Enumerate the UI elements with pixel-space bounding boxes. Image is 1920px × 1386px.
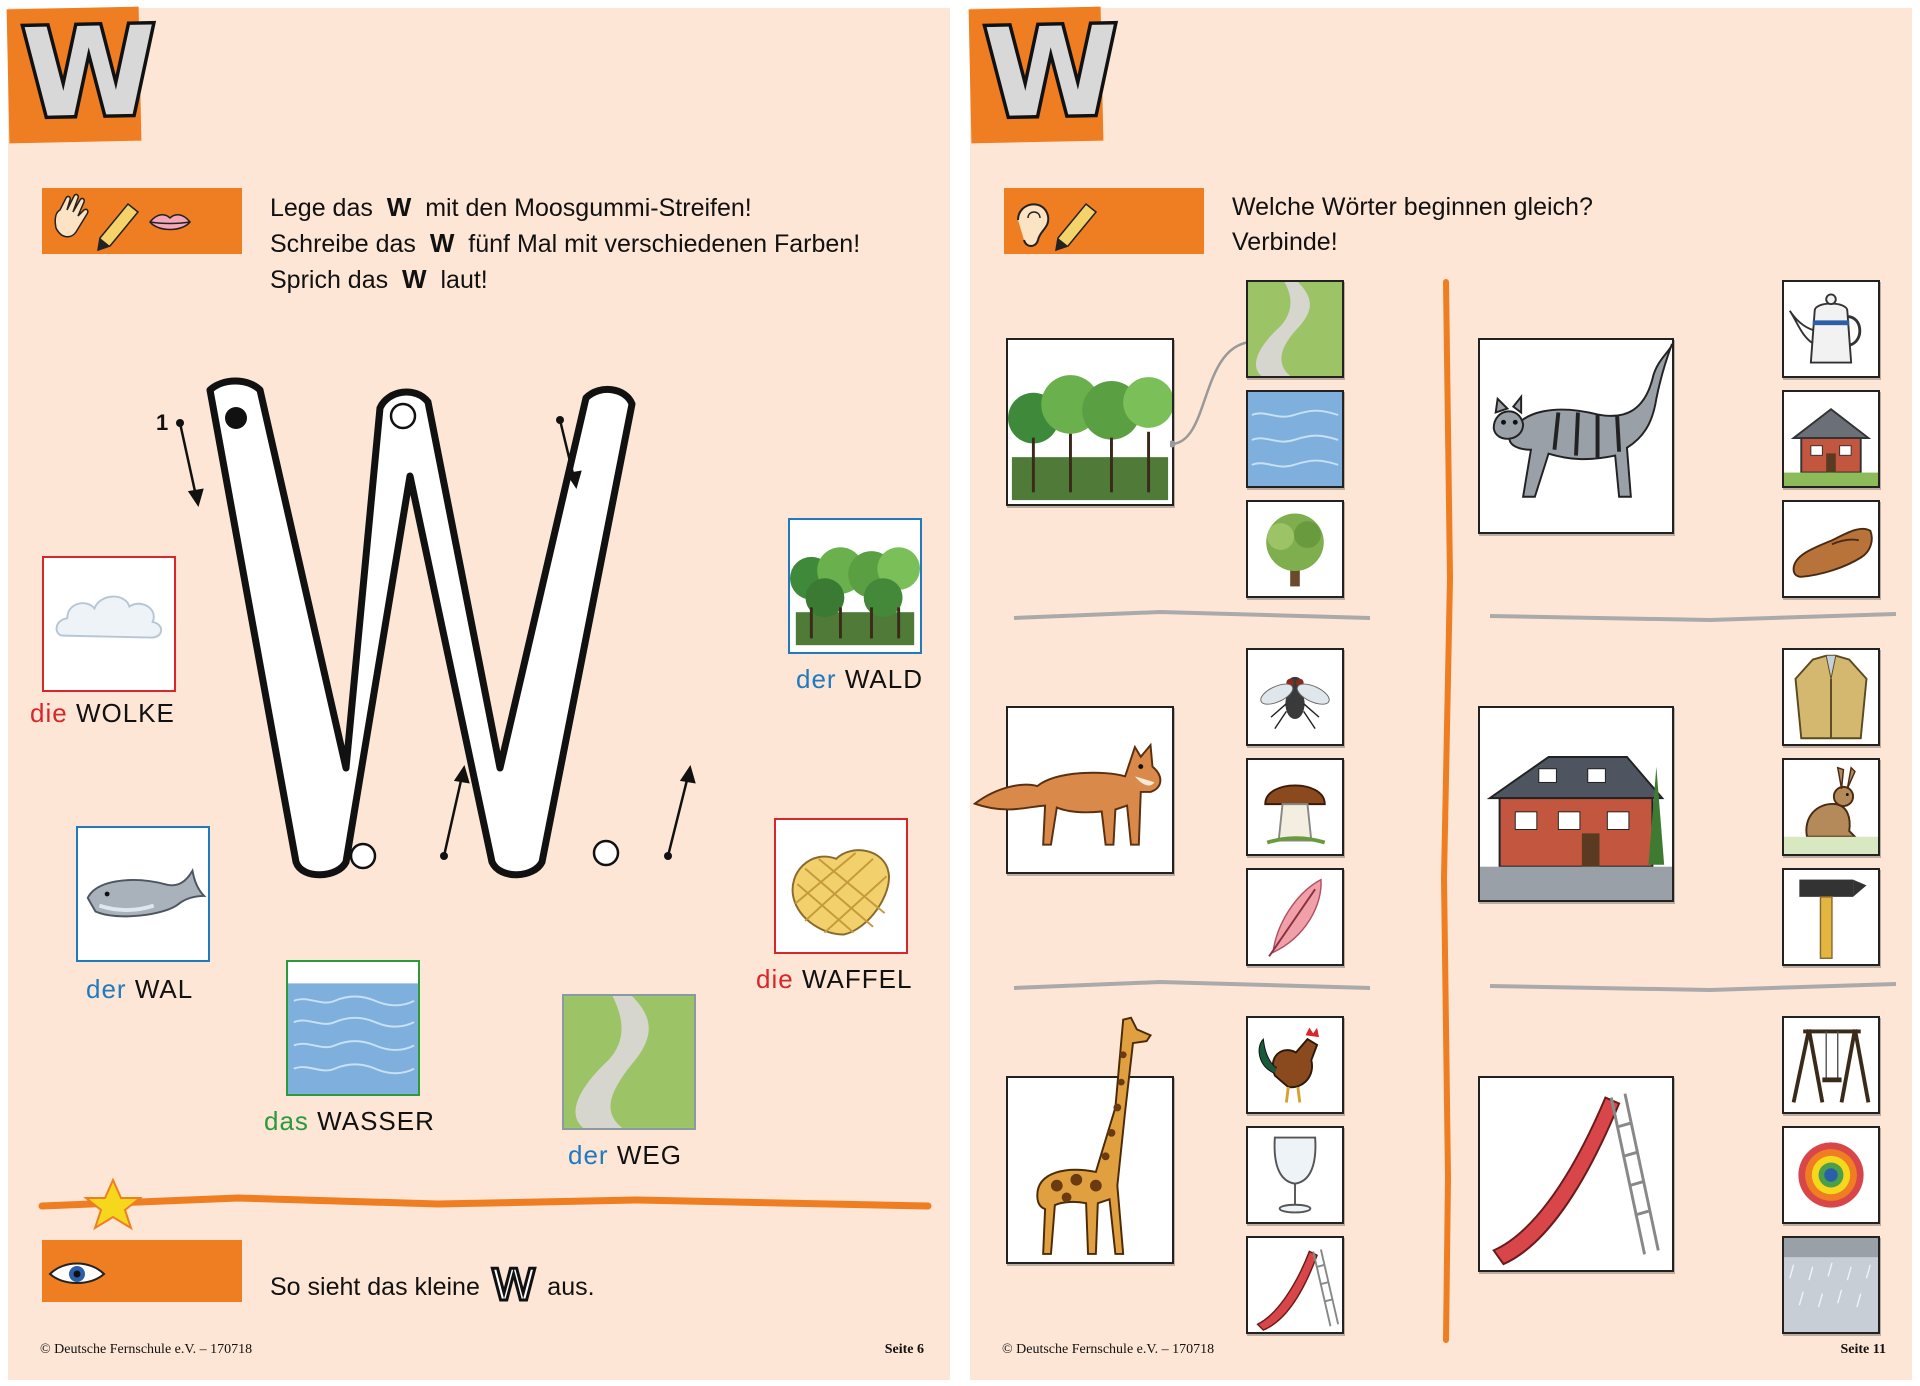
main-picture-1[interactable] [1006,338,1174,506]
main-picture-6[interactable] [1478,1076,1674,1272]
main-picture-4[interactable] [1478,706,1674,902]
page-number: Seite 11 [1840,1342,1886,1357]
rain-icon [1784,1238,1878,1332]
letter-badge-text: W [20,0,159,146]
forest-icon [1008,340,1172,504]
option-picture-3c[interactable] [1246,868,1344,966]
house-icon [1784,392,1878,486]
worksheet-page-left [8,0,950,1380]
path-icon [1248,282,1342,376]
option-picture-4c[interactable] [1782,868,1880,966]
instruction-text: Welche Wörter beginnen gleich? Verbinde! [1232,193,1593,256]
bottom-text: So sieht das kleine w aus. [270,1246,595,1314]
stroke-number: 1 [156,410,169,435]
main-picture-2[interactable] [1478,338,1674,534]
tracing-letter-w[interactable] [148,368,788,898]
option-picture-6b[interactable] [1782,1126,1880,1224]
option-picture-1a[interactable] [1246,280,1344,378]
star-icon [86,1180,140,1228]
picture-wasser [286,960,420,1096]
kettle-icon [1784,282,1878,376]
instruction-text: Lege das W mit den Moosgummi-Streifen! Schreibe das W fünf Mal mit verschiedenen Farben! Sprich das W laut! [270,192,861,294]
water-icon [288,962,418,1094]
cat-icon [1480,340,1672,532]
row-divider [1010,608,1900,628]
hare-icon [1784,760,1878,854]
jacket-icon [1784,650,1878,744]
page-number: Seite 6 [884,1342,924,1357]
letter-badge [969,0,1121,146]
worksheet-page-right [970,0,1912,1380]
main-picture-3[interactable] [1006,706,1174,874]
whale-icon [78,828,208,960]
path-icon [564,996,694,1128]
mushroom-icon [1248,760,1342,854]
picture-weg [562,994,696,1130]
option-picture-5a[interactable] [1246,1016,1344,1114]
ball-icon [1784,1128,1878,1222]
option-picture-6c[interactable] [1782,1236,1880,1334]
pencil-icon [1056,204,1096,250]
section-divider [38,1176,938,1236]
word-weg: der WEG [568,1140,682,1170]
pencil-icon [98,204,138,250]
slide-icon [1248,1238,1342,1332]
tree-icon [1248,502,1342,596]
option-picture-5c[interactable] [1246,1236,1344,1334]
fly-icon [1248,650,1342,744]
main-picture-5[interactable] [1006,1076,1174,1264]
option-picture-4b[interactable] [1782,758,1880,856]
eye-icon [42,1240,242,1302]
giraffe-icon [1008,1078,1172,1262]
option-picture-3a[interactable] [1246,648,1344,746]
lowercase-w: w [489,1246,538,1314]
start-dot [225,407,247,429]
letter-badge [7,0,159,146]
instruction-bar [1004,188,1204,254]
word-wal: der WAL [86,974,194,1004]
option-picture-3b[interactable] [1246,758,1344,856]
water-icon [1248,392,1342,486]
fox-icon [1008,708,1172,872]
row-divider [1010,978,1900,998]
instruction-bar [42,188,242,254]
cloud-icon [44,558,174,690]
word-wasser: das WASSER [264,1106,435,1136]
column-divider [1436,278,1456,1348]
option-picture-1b[interactable] [1246,390,1344,488]
option-picture-2a[interactable] [1782,280,1880,378]
rooster-icon [1248,1018,1342,1112]
slide-icon [1480,1078,1672,1270]
letter-badge-text: W [982,0,1121,146]
option-picture-2c[interactable] [1782,500,1880,598]
eye-bar [42,1240,242,1302]
forest-icon [790,520,920,652]
option-picture-1c[interactable] [1246,500,1344,598]
ear-icon [1018,204,1048,246]
shoe-icon [1784,502,1878,596]
word-waffel: die WAFFEL [756,964,913,994]
footer-copyright: © Deutsche Fernschule e.V. – 170718 [1002,1342,1215,1357]
picture-wald [788,518,922,654]
word-wolke: die WOLKE [30,698,175,728]
hand-icon [55,195,88,237]
option-picture-4a[interactable] [1782,648,1880,746]
hammer-icon [1784,870,1878,964]
picture-wal [76,826,210,962]
picture-waffel [774,818,908,954]
option-picture-5b[interactable] [1246,1126,1344,1224]
swing-icon [1784,1018,1878,1112]
waffle-icon [776,820,906,952]
option-picture-2b[interactable] [1782,390,1880,488]
house-icon [1480,708,1672,900]
feather-icon [1248,870,1342,964]
option-picture-6a[interactable] [1782,1016,1880,1114]
footer-copyright: © Deutsche Fernschule e.V. – 170718 [40,1342,253,1357]
word-wald: der WALD [796,664,923,694]
lips-icon [150,215,190,230]
picture-wolke [42,556,176,692]
glass-icon [1248,1128,1342,1222]
